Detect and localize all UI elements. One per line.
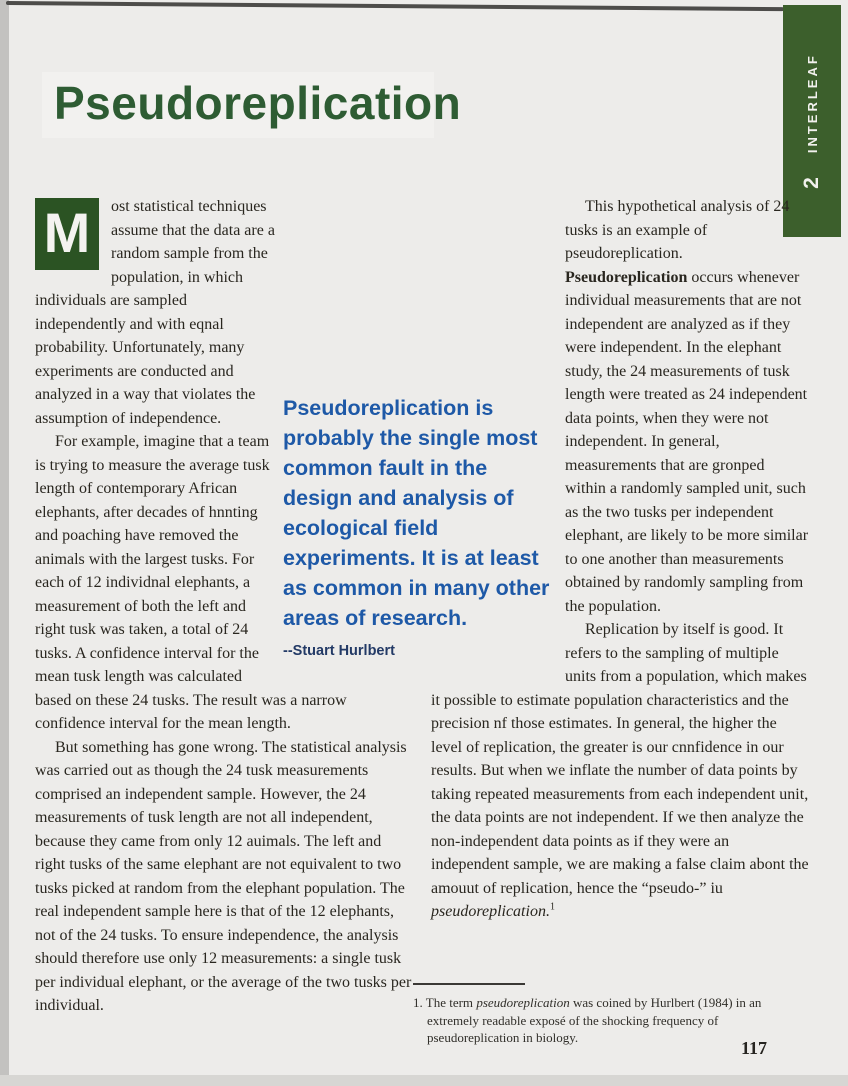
footnote-seg2: was coined by Hurlbert (1984) in an extremely readable exposé of the shocking frequency of pseudoreplication in biology.	[427, 995, 762, 1045]
scan-edge-left	[0, 0, 9, 1086]
interleaf-tab-label: INTERLEAF	[804, 53, 820, 154]
footnote-seg1: 1. The term	[413, 995, 477, 1010]
left-paragraph-2: For example, imagine that a team is trying to measure the average tusk length of contemporary African elephants, after decades of hnnting and poaching have removed the animals with the largest tusks. For each of 12 individnal elephants, a measurement of both the left and right tusk was taken, a total of 24 tusks. A confidence interval for the mean tusk length was calculated based on these 24 tusks. The result was a narrow confidence interval for the mean length.	[35, 433, 347, 732]
pull-quote-text: Pseudoreplication is probably the single most common fault in the design and analysis of ecological field experiments. It is at least as common in many other areas of research.	[283, 396, 550, 630]
left-paragraph-3: But something has gone wrong. The statistical analysis was carried out as though the 24 tusk measurements comprised an independent sample. However, the 24 measurements of tusk length are not all independent, because they came from only 12 auimals. The left and right tusks of the same elephant are not equivalent to two tusks picked at random from the elephant population. The real independent sample here is that of the 12 elephants, not of the 24 tusks. To ensure independence, the analysis should therefore use only 12 measurements: a single tusk per individual elephant, or the average of the two tusks per individual.	[35, 738, 412, 1014]
pull-quote-attribution: --Stuart Hurlbert	[283, 643, 395, 659]
footnote-italic-term: pseudoreplication	[476, 995, 570, 1010]
footnote-reference-marker: 1	[549, 901, 555, 913]
right-paragraph-2-italic-term: pseudoreplication.	[431, 903, 550, 920]
right-paragraph-2-seg1: Replication by itself is good. It refers to the sampling of multiple units from a population, which makes it possible to estimate population characteristics and the precision nf those estimates. In general, the higher the level of replication, the greater is our cnnfidence in our results. But when we inflate the number of data points by taking repeated measurements from each independent unit, the data points are not independent. If we then analyze the non-independent data points as if they were an independent sample, we are making a false claim abont the amouut of replication, hence the “pseudo-” iu	[431, 621, 809, 897]
right-paragraph-1-bold-term: Pseudoreplication	[565, 268, 688, 286]
dropcap-m: M	[35, 198, 99, 270]
scan-edge-bottom	[0, 1075, 848, 1086]
footnote-block	[413, 983, 811, 1047]
page-number: 117	[741, 1038, 768, 1058]
page-title: Pseudoreplication	[54, 77, 462, 129]
pull-quote	[283, 393, 561, 659]
right-paragraph-1-seg1: This hypothetical analysis of 24 tusks is an example of pseudoreplication.	[565, 198, 790, 262]
page-top-edge-line	[6, 1, 784, 11]
footnote-divider-rule	[413, 983, 525, 985]
interleaf-tab-rotated-text	[800, 53, 824, 189]
left-paragraph-1-text: ost statistical techniques assume that the data are a random sample from the population, in which individuals are sampled independently and with eqnal probability. Unfortunately, many experiments are conducted and analyzed in a way that violates the assumption of independence.	[35, 198, 275, 427]
interleaf-tab-number: 2	[800, 177, 824, 189]
right-paragraph-1-seg2: occurs whenever individual measurements that are not independent are analyzed as if they were independent. In the elephant study, the 24 measurements of tusk length were treated as 24 independent data points, when they were not independent. In general, measurements that are gronped within a randomly sampled unit, such as the two tusks per independent elephant, are likely to be more similar to one another than measurements obtained by randomly sampling from the population.	[565, 268, 809, 615]
